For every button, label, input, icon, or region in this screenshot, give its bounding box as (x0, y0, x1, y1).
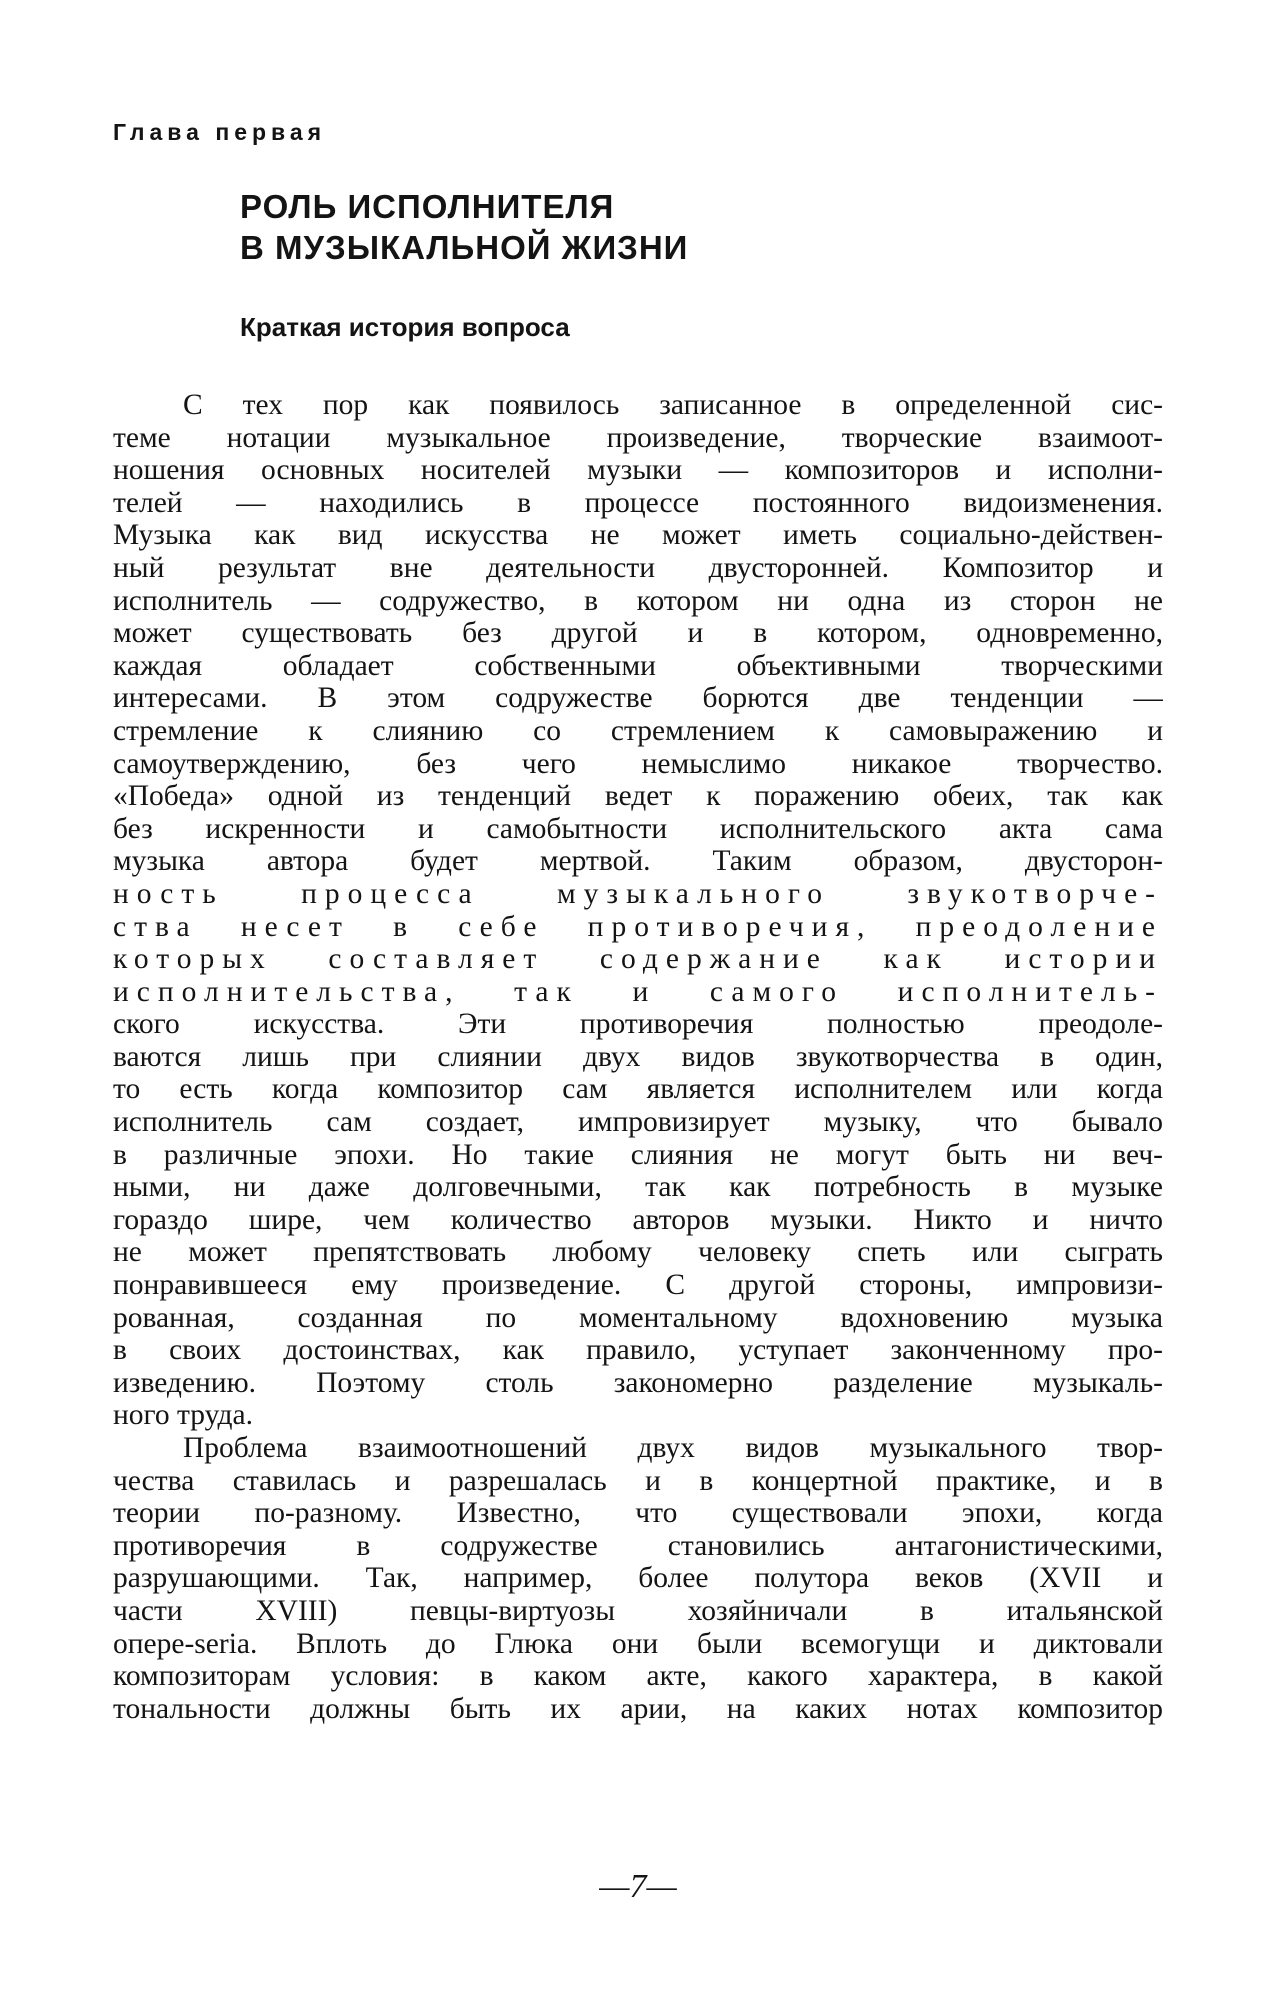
text-line: разрушающими. Так, например, более полутора веков (XVII и (113, 1562, 1163, 1595)
text-line: гораздо шире, чем количество авторов музыки. Никто и ничто (113, 1203, 1163, 1236)
chapter-title (240, 186, 688, 268)
section-title: Краткая история вопроса (240, 312, 570, 342)
chapter-title-line: В МУЗЫКАЛЬНОЙ ЖИЗНИ (240, 229, 689, 266)
text-line: самоутверждению, без чего немыслимо никакое творчество. (113, 747, 1163, 780)
chapter-title-line: РОЛЬ ИСПОЛНИТЕЛЯ (240, 188, 615, 225)
text-line: в различные эпохи. Но такие слияния не могут быть ни веч- (113, 1138, 1163, 1171)
text-line: исполнительства, так и самого исполнитель- (113, 975, 1163, 1008)
text-line: рованная, созданная по моментальному вдохновению музыка (113, 1301, 1163, 1334)
text-line: Проблема взаимоотношений двух видов музыкального твор- (183, 1432, 1163, 1464)
text-line: ского искусства. Эти противоречия полностью преодоле- (113, 1008, 1163, 1041)
text-line: интересами. В этом содружестве борются две тенденции — (113, 682, 1163, 715)
text-line: композиторам условия: в каком акте, какого характера, в какой (113, 1660, 1163, 1693)
text-line: чества ставилась и разрешалась и в концертной практике, и в (113, 1464, 1163, 1497)
text-line: Музыка как вид искусства не может иметь социально-действен- (113, 519, 1163, 552)
text-line: телей — находились в процессе постоянного видоизменения. (113, 486, 1163, 519)
text-line: части XVIII) певцы-виртуозы хозяйничали в итальянской (113, 1594, 1163, 1627)
text-line: исполнитель — содружество, в котором ни одна из сторон не (113, 584, 1163, 617)
text-line: ношения основных носителей музыки — композиторов и исполни- (113, 454, 1163, 487)
text-line: не может препятствовать любому человеку спеть или сыграть (113, 1236, 1163, 1269)
text-line: ного труда. (113, 1399, 254, 1432)
text-line: музыка автора будет мертвой. Таким образом, двусторон- (113, 845, 1163, 878)
page-number: —7— (599, 1868, 677, 1905)
text-line: ными, ни даже долговечными, так как потребность в музыке (113, 1171, 1163, 1204)
text-line: С тех пор как появилось записанное в определенной сис- (183, 389, 1163, 421)
text-line: может существовать без другой и в котором, одновременно, (113, 617, 1163, 650)
text-line: ства несет в себе противоречия, преодоление (113, 910, 1163, 943)
body-text (113, 389, 1163, 1725)
text-line: каждая обладает собственными объективными творческими (113, 649, 1163, 682)
text-line: ваются лишь при слиянии двух видов звукотворчества в один, (113, 1040, 1163, 1073)
text-line: без искренности и самобытности исполнительского акта сама (113, 812, 1163, 845)
text-line: ность процесса музыкального звукотворче- (113, 877, 1163, 910)
text-line: которых составляет содержание как истории (113, 943, 1163, 976)
text-line: то есть когда композитор сам является исполнителем или когда (113, 1073, 1163, 1106)
text-line: исполнитель сам создает, импровизирует музыку, что бывало (113, 1106, 1163, 1139)
text-line: в своих достоинствах, как правило, уступает законченному про- (113, 1334, 1163, 1367)
text-line: «Победа» одной из тенденций ведет к поражению обеих, так как (113, 780, 1163, 813)
text-line: изведению. Поэтому столь закономерно разделение музыкаль- (113, 1366, 1163, 1399)
text-line: стремление к слиянию со стремлением к самовыражению и (113, 714, 1163, 747)
text-line: тональности должны быть их арии, на каких нотах композитор (113, 1692, 1163, 1725)
text-line: понравившееся ему произведение. С другой стороны, импровизи- (113, 1269, 1163, 1302)
text-line: ный результат вне деятельности двусторонней. Композитор и (113, 551, 1163, 584)
chapter-label: Глава первая (113, 119, 327, 145)
text-line: теме нотации музыкальное произведение, творческие взаимоот- (113, 421, 1163, 454)
text-line: теории по-разному. Известно, что существовали эпохи, когда (113, 1497, 1163, 1530)
text-line: опере-seria. Вплоть до Глюка они были всемогущи и диктовали (113, 1627, 1163, 1660)
text-line: противоречия в содружестве становились антагонистическими, (113, 1529, 1163, 1562)
